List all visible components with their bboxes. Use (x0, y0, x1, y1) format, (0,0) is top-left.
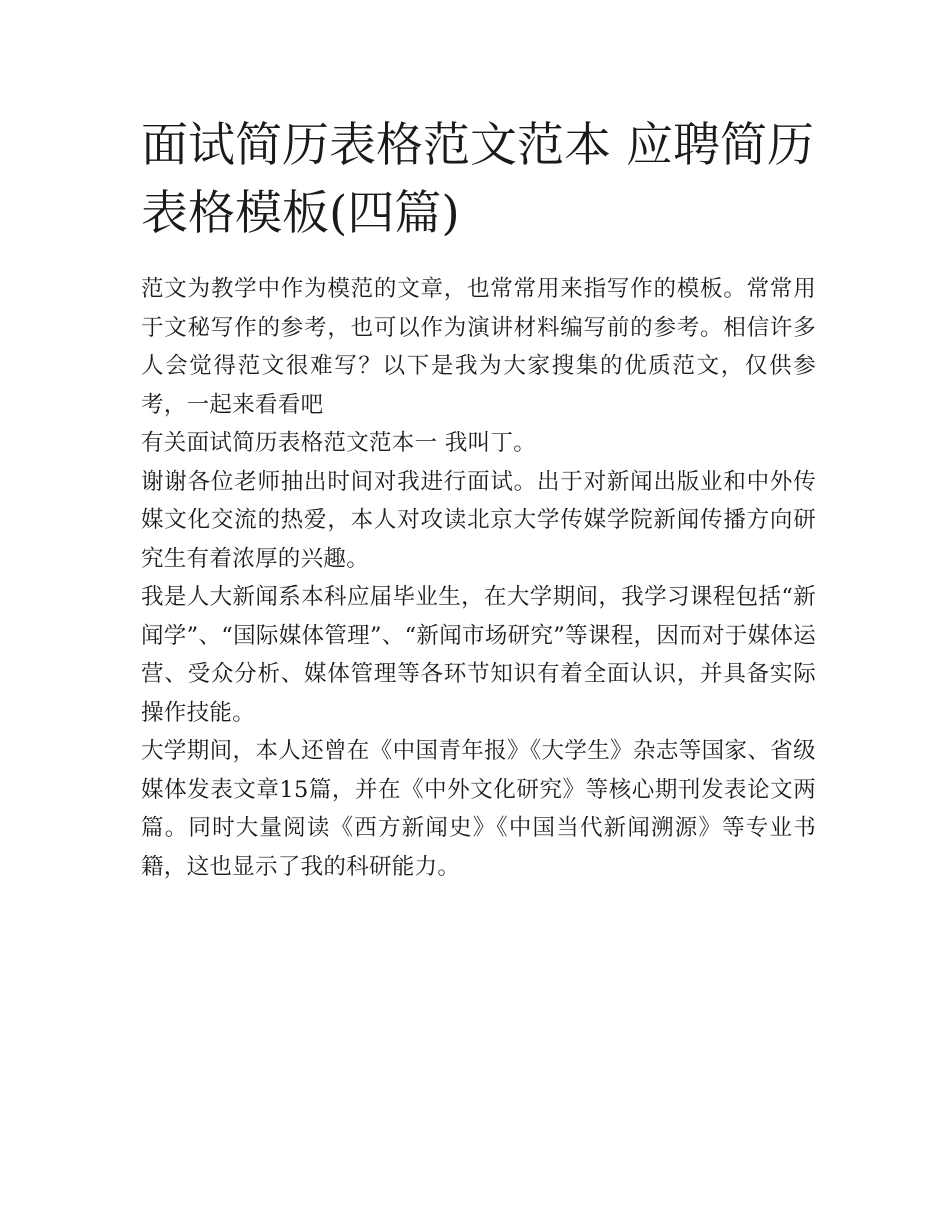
document-body (141, 112, 816, 886)
document-title: 面试简历表格范文范本 应聘简历表格模板(四篇) (141, 118, 814, 241)
paragraph-publications: 大学期间，本人还曾在《中国青年报》《大学生》杂志等国家、省级媒体发表文章15篇，并在《中外文化研究》等核心期刊发表论文两篇。同时大量阅读《西方新闻史》《中国当代新闻溯源》等专业书籍，这也显示了我的科研能力。 (141, 738, 816, 880)
paragraph-intro: 范文为教学中作为模范的文章，也常常用来指写作的模板。常常用于文秘写作的参考，也可以作为演讲材料编写前的参考。相信许多人会觉得范文很难写？以下是我为大家搜集的优质范文，仅供参考，一起来看看吧 (141, 276, 816, 418)
paragraph-education: 我是人大新闻系本科应届毕业生，在大学期间，我学习课程包括“新闻学”、“国际媒体管理”、“新闻市场研究”等课程，因而对于媒体运营、受众分析、媒体管理等各环节知识有着全面认识，并具备实际操作技能。 (141, 584, 816, 726)
paragraph-thanks: 谢谢各位老师抽出时间对我进行面试。出于对新闻出版业和中外传媒文化交流的热爱，本人对攻读北京大学传媒学院新闻传播方向研究生有着浓厚的兴趣。 (141, 468, 816, 572)
paragraph-section-heading: 有关面试简历表格范文范本一 我叫丁。 (141, 430, 537, 456)
